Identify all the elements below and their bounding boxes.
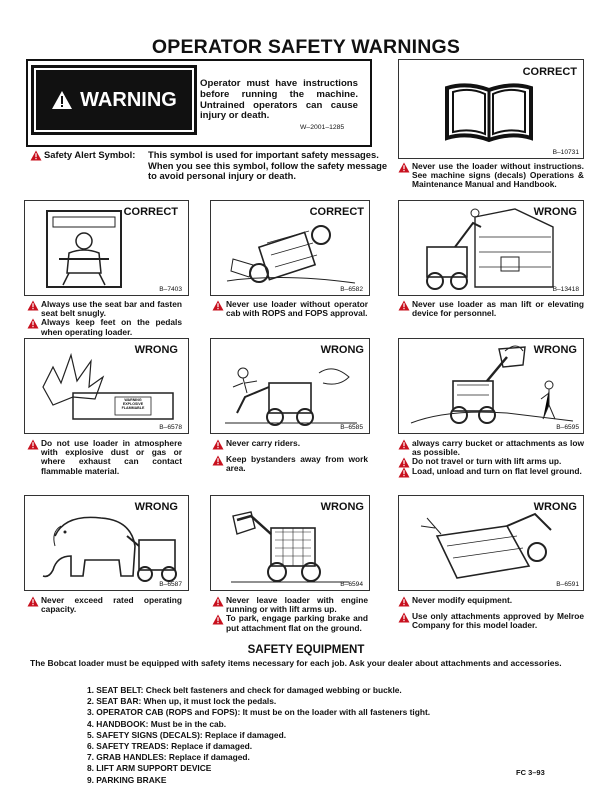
list-item: 8. LIFT ARM SUPPORT DEVICE (87, 763, 212, 774)
panel-leave-loader (210, 495, 370, 591)
caption-row (398, 596, 584, 605)
panel-label: WRONG (533, 344, 577, 356)
panel-capacity (24, 495, 189, 591)
panel-captions (398, 596, 584, 631)
alert-triangle-icon (27, 439, 39, 450)
page-footer: FC 3–93 (516, 768, 545, 777)
panel-code: B–6587 (159, 581, 182, 588)
panel-code: B–13418 (552, 286, 579, 293)
alert-triangle-icon (398, 439, 410, 450)
safety-alert-text: This symbol is used for important safety messages. When you see this symbol, follow the safety message to avoid personal injury or death. (148, 149, 388, 181)
caption-row (398, 439, 584, 457)
panel-label: CORRECT (522, 66, 577, 78)
panel-captions (212, 439, 368, 474)
list-item: 7. GRAB HANDLES: Replace if damaged. (87, 752, 250, 763)
caption-row (27, 439, 182, 476)
modified-equipment-illustration (417, 506, 567, 584)
alert-triangle-icon (398, 612, 410, 623)
panel-captions (27, 300, 182, 337)
caption-row (398, 162, 584, 190)
panel-code: B–6578 (159, 424, 182, 431)
alert-triangle-icon (27, 318, 39, 329)
panel-captions (398, 162, 584, 190)
list-item: 4. HANDBOOK: Must be in the cab. (87, 718, 227, 729)
alert-triangle-icon (398, 162, 410, 173)
panel-captions (212, 300, 368, 318)
panel-captions (212, 596, 368, 633)
caption-row (27, 300, 182, 318)
panel-code: B–6582 (340, 286, 363, 293)
caption-text: Load, unload and turn on flat level ground. (412, 465, 582, 476)
caption-text: Keep bystanders away from work area. (226, 454, 368, 474)
alert-triangle-icon (212, 300, 224, 311)
panel-code: B–6591 (556, 581, 579, 588)
drum-label-line: WARNING (124, 398, 142, 402)
caption-text: Never use the loader without instructions. See machine signs (decals) Operations & Maintenance Manual and Handbook. (412, 161, 584, 190)
alert-triangle-icon (398, 596, 410, 607)
alert-triangle-icon (27, 596, 39, 607)
caption-row (212, 455, 368, 473)
explosion-illustration (33, 347, 183, 427)
alert-triangle-icon (30, 150, 42, 161)
page-title: OPERATOR SAFETY WARNINGS (151, 36, 461, 58)
panel-label: CORRECT (123, 206, 178, 218)
safety-equipment-title: SAFETY EQUIPMENT (247, 644, 365, 656)
riders-illustration (223, 353, 359, 427)
drum-label-line: FLAMMABLE (121, 406, 145, 411)
caption-text: Never exceed rated operating capacity. (41, 595, 182, 615)
alert-triangle-icon (212, 455, 224, 466)
panel-rops (210, 200, 370, 296)
caption-row (212, 300, 368, 318)
caption-row (212, 596, 368, 614)
caption-text: Use only attachments approved by Melroe Company for this model loader. (412, 611, 584, 631)
panel-code: B–6585 (340, 424, 363, 431)
overturned-loader-illustration (223, 221, 359, 289)
panel-label: CORRECT (309, 206, 364, 218)
caption-text: Do not travel or turn with lift arms up. (412, 456, 562, 467)
panel-handbook (398, 59, 584, 159)
caption-text: Never carry riders. (226, 438, 301, 448)
panel-captions (27, 596, 182, 614)
elephant-illustration (35, 506, 183, 584)
panel-code: B–6594 (340, 581, 363, 588)
safety-alert-label: Safety Alert Symbol: (44, 149, 136, 160)
panel-riders (210, 338, 370, 434)
caption-text: always carry bucket or attachments as low as possible. (412, 438, 584, 458)
safety-equipment-list (87, 685, 430, 786)
open-book-icon (443, 82, 535, 144)
caption-text: Never use loader without operator cab with ROPS and FOPS approval. (226, 299, 368, 319)
panel-code: B–7403 (159, 286, 182, 293)
caption-text: Do not use loader in atmosphere with explosive dust or gas or where exhaust can contact flammable material. (41, 438, 182, 476)
warning-badge-label: WARNING (80, 88, 177, 111)
list-item: 5. SAFETY SIGNS (DECALS): Replace if damaged. (87, 729, 287, 740)
warning-text: Operator must have instructions before running the machine. Untrained operators can cause injury or death. (200, 78, 358, 122)
caption-row (398, 467, 584, 476)
panel-modify (398, 495, 584, 591)
warning-code: W–2001–1285 (300, 124, 345, 131)
panel-captions (398, 300, 584, 318)
alert-triangle-icon (51, 90, 73, 110)
panel-code: B–6595 (556, 424, 579, 431)
caption-row (212, 614, 368, 632)
panel-captions (398, 439, 584, 476)
caption-text: To park, engage parking brake and put attachment flat on the ground. (226, 613, 368, 633)
panel-code: B–10731 (552, 149, 579, 156)
raised-bucket-illustration (407, 345, 577, 427)
panel-man-lift (398, 200, 584, 296)
alert-triangle-icon (27, 300, 39, 311)
caption-text: Never modify equipment. (412, 595, 513, 605)
caption-text: Always use the seat bar and fasten seat belt snugly. (41, 299, 182, 319)
panel-label: WRONG (320, 344, 364, 356)
alert-triangle-icon (212, 439, 224, 450)
panel-captions (27, 439, 182, 476)
caption-row (27, 596, 182, 614)
list-item: 3. OPERATOR CAB (ROPS and FOPS): It must be on the loader with all fasteners tight. (87, 707, 431, 718)
man-lift-illustration (405, 207, 555, 291)
alert-triangle-icon (398, 467, 410, 478)
caption-text: Always keep feet on the pedals when operating loader. (41, 317, 182, 337)
panel-label: WRONG (134, 344, 178, 356)
list-item: 6. SAFETY TREADS: Replace if damaged. (87, 741, 253, 752)
alert-triangle-icon (398, 300, 410, 311)
panel-carry-low (398, 338, 584, 434)
caption-row (398, 612, 584, 630)
unattended-loader-illustration (231, 504, 351, 584)
safety-equipment-intro: The Bobcat loader must be equipped with safety items necessary for each job. Ask your dealer about attachments and accessories. (30, 658, 562, 668)
list-item: 9. PARKING BRAKE (87, 774, 167, 785)
warning-badge (31, 65, 197, 135)
caption-text: Never leave loader with engine running or with lift arms up. (226, 595, 368, 615)
caption-row (27, 318, 182, 336)
caption-row (398, 300, 584, 318)
panel-explosive (24, 338, 189, 434)
panel-label: WRONG (320, 501, 364, 513)
alert-triangle-icon (212, 614, 224, 625)
list-item: 2. SEAT BAR: When up, it must lock the pedals. (87, 696, 277, 707)
drum-label-line: EXPLOSIVE (122, 402, 144, 407)
alert-triangle-icon (212, 596, 224, 607)
caption-text: Never use loader as man lift or elevating device for personnel. (412, 299, 584, 319)
list-item: 1. SEAT BELT: Check belt fasteners and check for damaged webbing or buckle. (87, 685, 402, 695)
caption-row (212, 439, 368, 448)
operator-seat-illustration (39, 207, 129, 291)
panel-label: WRONG (533, 206, 577, 218)
panel-seat-belt (24, 200, 189, 296)
drum-label (117, 398, 149, 411)
panel-label: WRONG (533, 501, 577, 513)
panel-label: WRONG (134, 501, 178, 513)
